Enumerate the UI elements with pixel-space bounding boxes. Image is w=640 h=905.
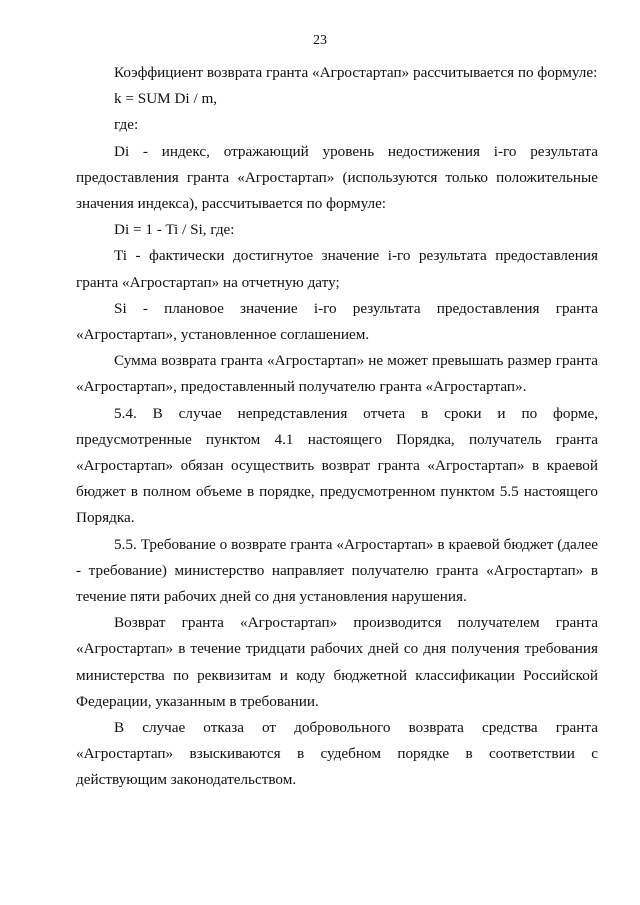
paragraph-di-definition: Di - индекс, отражающий уровень недостижения i-го результата предоставления гранта «Агростартап» (используются только положительные значения индекса), рассчитывается по формуле: (76, 142, 598, 213)
formula-di: Di = 1 - Ti / Si, где: (114, 221, 235, 239)
paragraph-judicial-recovery: В случае отказа от добровольного возврата средства гранта «Агростартап» взыскиваются в судебном порядке в соответствии с действующим законодательством. (76, 719, 598, 789)
document-body (76, 60, 598, 794)
formula-k: k = SUM Di / m, (114, 90, 218, 108)
paragraph-where: где: (114, 116, 139, 134)
paragraph-5-4: 5.4. В случае непредставления отчета в сроки и по форме, предусмотренные пунктом 4.1 настоящего Порядка, получатель гранта «Агростартап» обязан осуществить возврат гранта «Агростартап» в краевой бюджет в полном объеме в порядке, предусмотренном пунктом 5.5 настоящего Порядка. (76, 404, 598, 527)
page-number: 23 (313, 33, 327, 48)
paragraph-ti-definition: Ti - фактически достигнутое значение i-го результата предоставления гранта «Агростартап» на отчетную дату; (76, 247, 598, 291)
paragraph-coefficient-intro: Коэффициент возврата гранта «Агростартап» рассчитывается по формуле: (114, 64, 598, 81)
paragraph-5-5: 5.5. Требование о возврате гранта «Агростартап» в краевой бюджет (далее - требование) министерство направляет получателю гранта «Агростартап» в течение пяти рабочих дней со дня установления нарушения. (76, 535, 598, 606)
paragraph-return-procedure: Возврат гранта «Агростартап» производится получателем гранта «Агростартап» в течение тридцати рабочих дней со дня получения требования министерства по реквизитам и коду бюджетной классификации Российской Федерации, указанным в требовании. (76, 614, 598, 710)
paragraph-si-definition: Si - плановое значение i-го результата предоставления гранта «Агростартап», установленное соглашением. (76, 299, 598, 344)
paragraph-return-limit: Сумма возврата гранта «Агростартап» не может превышать размер гранта «Агростартап», предоставленный получателю гранта «Агростартап». (76, 352, 598, 396)
